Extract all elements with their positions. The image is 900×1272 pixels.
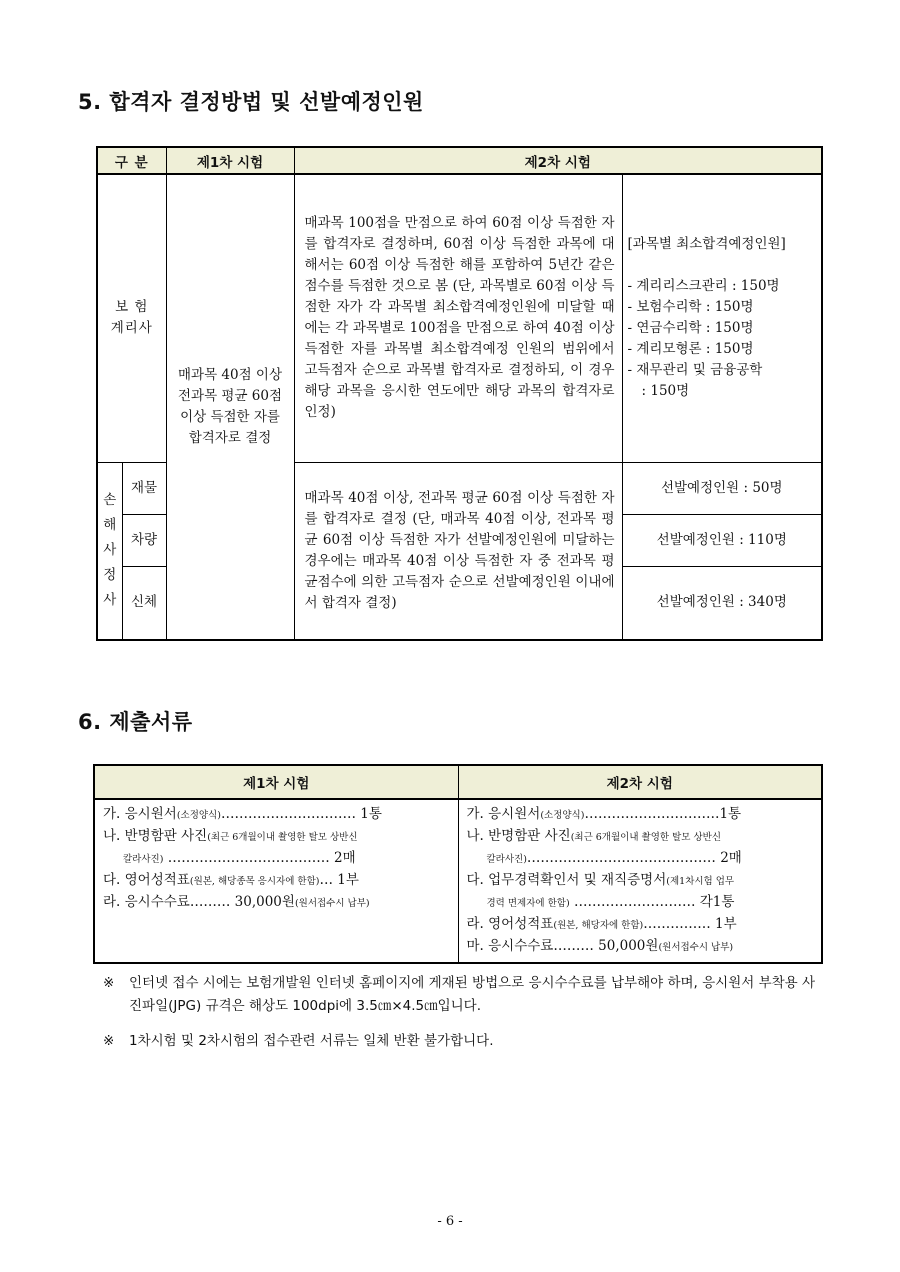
actuary-row <box>97 174 822 462</box>
actuary-second-criteria: 매과목 100점을 만점으로 하여 60점 이상 득점한 자를 합격자로 결정하며, 60점 이상 득점한 과목에 대해서는 60점 이상 득점한 해를 포함하여 5년간 같은 점수를 득점한 것으로 봄 (단, 과목별로 60점 이상 득점한 자가 각 과목별 최소합격예정인원에 미달할 때에는 각 과목별로 100점을 만점으로 하여 40점 이상 득점한 자를 과목별 최소합격예정 인원의 범위에서 고득점자 순으로 과목별 합격자로 결정하되, 이 경우 해당 과목을 응시한 연도에만 해당 과목의 합격자로 인정) <box>294 174 622 462</box>
adjuster-label-char: 손 <box>103 492 117 509</box>
header-first-exam: 제1차 시험 <box>166 147 294 174</box>
actuary-label-line2: 계리사 <box>110 320 153 337</box>
adjuster-quota: 선발예정인원 : 110명 <box>622 514 822 566</box>
adjuster-label-char: 사 <box>103 592 117 609</box>
list-item: 라. 응시수수료……… 30,000원(원서접수시 납부) <box>103 894 370 910</box>
quota-item: - 보험수리학 : 150명 <box>627 299 754 316</box>
quota-item: - 재무관리 및 금융공학 <box>627 362 763 379</box>
note-text: 1차시험 및 2차시험의 접수관련 서류는 일체 반환 불가합니다. <box>129 1033 494 1049</box>
quota-item: - 계리모형론 : 150명 <box>627 341 754 358</box>
list-item: 나. 반명함판 사진(최근 6개월이내 촬영한 탈모 상반신 칼라사진)…………………………………… 2매 <box>466 828 742 866</box>
quota-item: - 연금수리학 : 150명 <box>627 320 754 337</box>
documents-header-row <box>94 765 822 799</box>
actuary-quota-list <box>622 174 822 462</box>
first-exam-documents <box>94 799 458 963</box>
actuary-label-line1: 보 험 <box>115 299 149 316</box>
documents-body-row <box>94 799 822 963</box>
list-item: 다. 영어성적표(원본, 해당종목 응시자에 한함)… 1부 <box>103 872 359 888</box>
header-second-exam: 제2차 시험 <box>294 147 822 174</box>
header-first-exam: 제1차 시험 <box>94 765 458 799</box>
note-online-payment <box>103 972 828 1018</box>
note-mark: ※ <box>103 975 115 991</box>
list-item: 마. 응시수수료……… 50,000원(원서접수시 납부) <box>466 938 734 954</box>
header-category: 구 분 <box>97 147 166 174</box>
note-mark: ※ <box>103 1033 115 1049</box>
page-number: - 6 - <box>437 1214 463 1229</box>
adjuster-type: 차량 <box>122 514 166 566</box>
adjuster-label-char: 해 <box>103 517 117 534</box>
list-item: 가. 응시원서(소정양식)………………………… 1통 <box>103 806 382 822</box>
actuary-label <box>97 174 166 462</box>
pass-criteria-header-row <box>97 147 822 174</box>
header-second-exam: 제2차 시험 <box>458 765 822 799</box>
note-no-return <box>103 1030 828 1053</box>
adjuster-type: 재물 <box>122 462 166 514</box>
second-exam-documents <box>458 799 822 963</box>
adjuster-type: 신체 <box>122 566 166 640</box>
adjuster-quota: 선발예정인원 : 340명 <box>622 566 822 640</box>
pass-criteria-table <box>96 146 823 641</box>
quota-item: - 계리리스크관리 : 150명 <box>627 278 780 295</box>
first-exam-criteria: 매과목 40점 이상 전과목 평균 60점 이상 득점한 자를 합격자로 결정 <box>166 174 294 640</box>
list-item: 다. 업무경력확인서 및 재직증명서(제1차시험 업무 경력 면제자에 한함) ……………………… 각1통 <box>466 872 735 910</box>
adjuster-label <box>97 462 122 640</box>
quota-item-continued: : 150명 <box>641 383 690 400</box>
documents-table <box>93 764 823 964</box>
note-text: 인터넷 접수 시에는 보험개발원 인터넷 홈페이지에 게재된 방법으로 응시수수료를 납부해야 하며, 응시원서 부착용 사진파일(JPG) 규격은 해상도 100dpi에 3.5㎝×4.5㎝입니다. <box>129 975 816 1014</box>
section-6-heading: 6. 제출서류 <box>78 710 193 734</box>
quota-title: [과목별 최소합격예정인원] <box>627 236 786 253</box>
adjuster-label-char: 정 <box>103 567 117 584</box>
section-5-heading: 5. 합격자 결정방법 및 선발예정인원 <box>78 90 424 114</box>
list-item: 가. 응시원서(소정양식)…………………………1통 <box>466 806 742 822</box>
adjuster-quota: 선발예정인원 : 50명 <box>622 462 822 514</box>
adjuster-second-criteria: 매과목 40점 이상, 전과목 평균 60점 이상 득점한 자를 합격자로 결정 (단, 매과목 40점 이상, 전과목 평균 60점 이상 득점한 자가 선발예정인원에 미달하는 경우에는 매과목 40점 이상 득점한 자 중 전과목 평균점수에 의한 고득점자 순으로 선발예정인원 이내에서 합격자 결정) <box>294 462 622 640</box>
list-item: 나. 반명함판 사진(최근 6개월이내 촬영한 탈모 상반신 칼라사진) ……………………………… 2매 <box>103 828 358 866</box>
adjuster-label-char: 사 <box>103 542 117 559</box>
list-item: 라. 영어성적표(원본, 해당자에 한함)…………… 1부 <box>466 916 737 932</box>
